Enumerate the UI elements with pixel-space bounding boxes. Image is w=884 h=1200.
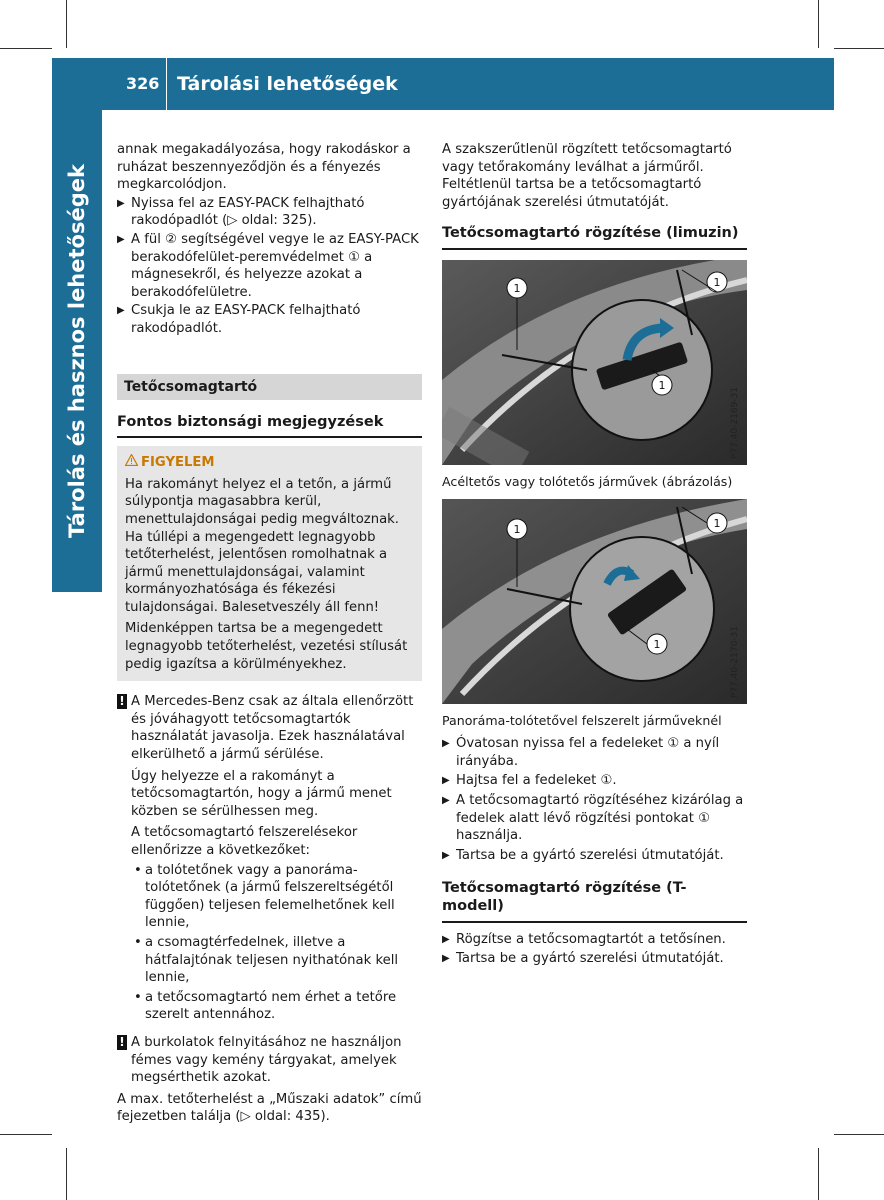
crop-mark xyxy=(66,0,67,48)
callout-1: 1 xyxy=(713,516,721,530)
notice-block xyxy=(117,1034,422,1087)
list-item: • a tetőcsomagtartó nem érhet a tetőre szerelt antennához. xyxy=(131,989,422,1024)
crop-mark xyxy=(66,1148,67,1200)
left-column xyxy=(117,141,422,1126)
page-header xyxy=(52,58,834,110)
figure-caption: Acéltetős vagy tolótetős járművek (ábrázolás) xyxy=(442,473,733,489)
crop-mark xyxy=(0,1134,52,1135)
callout-1: 1 xyxy=(658,378,666,392)
side-tab xyxy=(52,110,102,592)
intro-paragraph: annak megakadályozása, hogy rakodáskor a ruházat beszennyeződjön és a fényezés megkarcolódjon. xyxy=(117,142,411,193)
page-number: 326 xyxy=(112,58,167,110)
figure-panorama-roof xyxy=(442,499,747,704)
notice-block xyxy=(117,693,422,1024)
notice-text: A tetőcsomagtartó felszerelésekor ellenőrizze a következőket: xyxy=(131,825,358,858)
warning-title: FIGYELEM xyxy=(141,455,215,471)
step-item: ▶ Csukja le az EASY-PACK felhajtható rakodópadlót. xyxy=(117,302,422,337)
step-item: ▶ Nyissa fel az EASY-PACK felhajtható rakodópadlót (▷ oldal: 325). xyxy=(117,195,422,230)
list-item: • a tolótetőnek vagy a panoráma-tolótetőnek (a jármű felszereltségétől függően) teljesen felemelhetőnek kell lennie, xyxy=(131,862,422,932)
warning-text: Ha rakományt helyez el a tetőn, a jármű súlypontja magasabbra kerül, menettulajdonságai pedig megváltoznak. Ha túllépi a megengedett legnagyobb tetőterhelést, jelentősen romolhatnak a jármű menettulajdonságai, valamint kormányozhatósága és fékezési tulajdonságai. Balesetveszély áll fenn! xyxy=(125,476,399,615)
exclamation-icon: ! xyxy=(117,694,127,709)
section-heading-t-modell: Tetőcsomagtartó rögzítése (T-modell) xyxy=(442,880,747,922)
figure-steel-roof xyxy=(442,260,747,465)
page-title: Tárolási lehetőségek xyxy=(177,73,398,95)
step-item: ▶ A fül ② segítségével vegye le az EASY-PACK berakodófelület-peremvédelmet ① a mágnesekről, és helyezze azokat a berakodófelületre. xyxy=(117,231,422,301)
figure-code: P77.40-2170-31 xyxy=(730,625,741,698)
crop-mark xyxy=(0,48,52,49)
closing-paragraph: A max. tetőterhelést a „Műszaki adatok” című fejezetben találja (▷ oldal: 435). xyxy=(117,1091,422,1125)
figure-code: P77.40-2169-31 xyxy=(730,386,741,459)
warning-triangle-icon xyxy=(125,454,141,472)
callout-1: 1 xyxy=(713,275,721,289)
roof-rail-illustration xyxy=(442,499,747,704)
warning-box xyxy=(117,446,422,681)
list-item: • a csomagtérfedelnek, illetve a hátfalajtónak teljesen nyithatónak kell lennie, xyxy=(131,934,422,987)
step-item: ▶ Rögzítse a tetőcsomagtartót a tetősínen. xyxy=(442,931,747,949)
section-heading: Tetőcsomagtartó xyxy=(117,374,422,400)
roof-rail-illustration xyxy=(442,260,747,465)
callout-1: 1 xyxy=(513,281,521,295)
notice-text: Úgy helyezze el a rakományt a tetőcsomagtartón, hogy a jármű menet közben se sérülhessen meg. xyxy=(131,768,392,819)
crop-mark xyxy=(834,1134,884,1135)
step-item: ▶ Óvatosan nyissa fel a fedeleket ① a nyíl irányába. xyxy=(442,735,747,770)
crop-mark xyxy=(834,48,884,49)
warning-text: Midenképpen tartsa be a megengedett legnagyobb tetőterhelést, vezetési stílusát pedig igazítsa a körülményekhez. xyxy=(125,621,408,672)
crop-mark xyxy=(818,1148,819,1200)
notice-text: A burkolatok felnyitásához ne használjon fémes vagy kemény tárgyakat, amelyek megsérthetik azokat. xyxy=(131,1034,402,1086)
figure-caption: Panoráma-tolótetővel felszerelt járműveknél xyxy=(442,712,722,728)
step-item: ▶ Tartsa be a gyártó szerelési útmutatóját. xyxy=(442,847,747,865)
notice-text: A Mercedes-Benz csak az általa ellenőrzött és jóváhagyott tetőcsomagtartók használatát javasolja. Ezek használatával elkerülhető a jármű sérülése. xyxy=(131,694,414,763)
step-item: ▶ A tetőcsomagtartó rögzítéséhez kizárólag a fedelek alatt lévő rögzítési pontokat ① használja. xyxy=(442,792,747,845)
crop-mark xyxy=(818,0,819,48)
step-item: ▶ Hajtsa fel a fedeleket ①. xyxy=(442,772,747,790)
step-item: ▶ Tartsa be a gyártó szerelési útmutatóját. xyxy=(442,950,747,968)
exclamation-icon: ! xyxy=(117,1035,127,1050)
right-column xyxy=(442,141,747,968)
warning-heading xyxy=(125,454,414,472)
side-tab-label: Tárolás és hasznos lehetőségek xyxy=(65,164,89,538)
subsection-heading: Fontos biztonsági megjegyzések xyxy=(117,414,422,439)
section-heading-limuzin: Tetőcsomagtartó rögzítése (limuzin) xyxy=(442,225,747,250)
callout-1: 1 xyxy=(513,522,521,536)
intro-paragraph: A szakszerűtlenül rögzített tetőcsomagtartó vagy tetőrakomány leválhat a járműről. Feltétlenül tartsa be a tetőcsomagtartó gyártójának szerelési útmutatóját. xyxy=(442,142,732,210)
callout-1: 1 xyxy=(653,637,661,651)
